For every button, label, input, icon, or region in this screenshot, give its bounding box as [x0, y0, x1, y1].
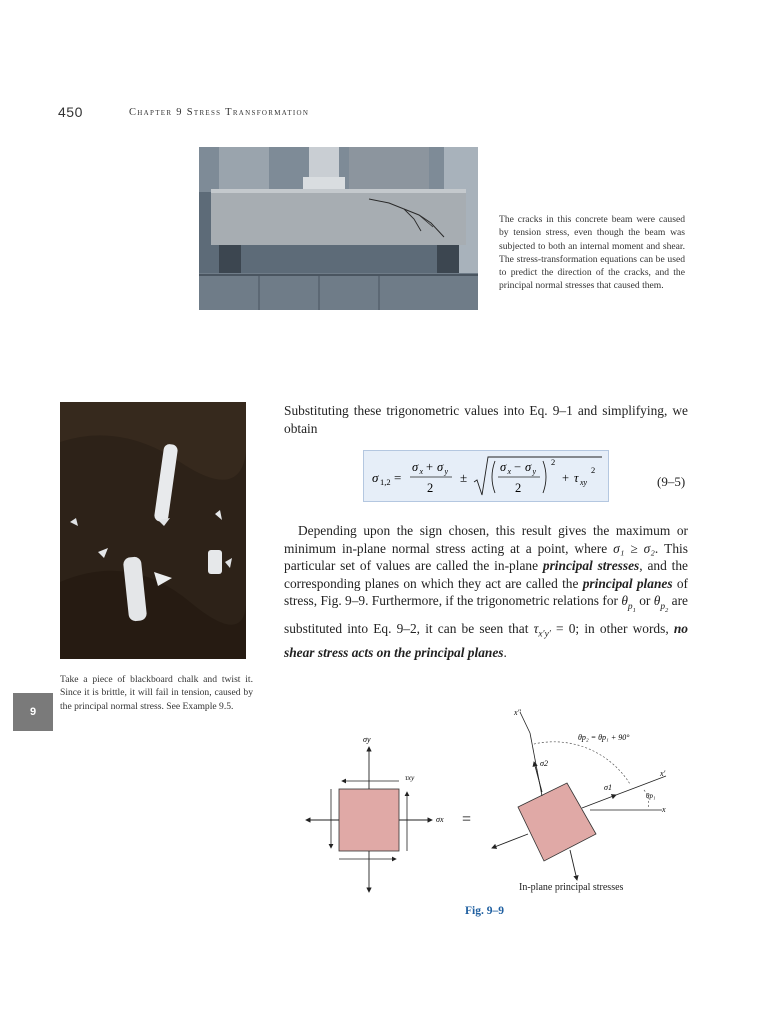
figure-label: Fig. 9–9 [465, 905, 504, 917]
page-number: 450 [58, 104, 83, 120]
text-run: , and the corresponding planes on which they act are called the [284, 558, 689, 591]
label-x-prime: x′ [660, 769, 666, 778]
tau-xy-prime-symbol: $\tau_{x'y'}$ [533, 620, 551, 640]
term-principal-planes: principal planes [582, 575, 673, 591]
term-no-shear: no shear stress acts on the principal planes [284, 620, 688, 660]
svg-text:σ: σ [437, 460, 444, 474]
equation-number: (9–5) [657, 474, 686, 489]
svg-text:y: y [532, 467, 537, 476]
svg-text:τ: τ [574, 471, 579, 485]
theta-p2-symbol: $\theta_{p_2}$ [653, 593, 669, 614]
svg-text:2: 2 [591, 465, 596, 475]
main-paragraph: Depending upon the sign chosen, this result gives the maximum or minimum in-plane normal stress acting at a point, where σ₁ ≥ σ₂. This particular set of values are called the in-plane principal stresses, and the corresponding planes on which they act are called the principal planes of stress, Fig. 9–9. Furthermore, if the trigonometric relations for $\theta_{p_1}$ or $\theta_{p_2}$ are substituted into Eq. 9–2, it can be seen that $\tau_{x'y'} = 0$; in other words, no shear stress acts on the principal planes. [284, 523, 689, 660]
svg-text:=: = [394, 470, 402, 485]
chapter-tab: 9 [13, 693, 53, 731]
svg-text:x: x [419, 467, 424, 476]
text-run: Depending upon the sign chosen, this result gives the maximum or minimum in-plane normal stress acting at a point, where [284, 523, 688, 556]
stress-element-general [306, 735, 444, 892]
svg-text:σ: σ [500, 460, 507, 474]
beam-photo-caption: The cracks in this concrete beam were caused by tension stress, even though the beam was subjected to both an internal moment and shear. The stress-transformation equations can be used to predict the direction of the cracks, and the principal normal stresses that caused them. [499, 214, 685, 292]
label-x-double-prime: x″ [514, 708, 521, 717]
figure-caption: In-plane principal stresses [519, 882, 624, 893]
svg-text:σ: σ [372, 470, 379, 485]
svg-text:±: ± [460, 470, 468, 485]
text-run: ; in other words, [575, 620, 674, 636]
chalk-photo-caption: Take a piece of blackboard chalk and twist it. Since it is brittle, it will fail in tension, caused by the principal normal stress. See Example 9.5. [60, 674, 253, 712]
figure-9-9 [290, 700, 710, 900]
equation-9-5 [364, 451, 608, 501]
svg-text:1,2: 1,2 [380, 477, 391, 487]
svg-text:+: + [426, 460, 434, 474]
term-principal-stresses: principal stresses [542, 558, 640, 574]
svg-text:x: x [507, 467, 512, 476]
svg-text:2: 2 [515, 481, 522, 495]
principal-stress-condition: σ₁ ≥ σ₂ [613, 540, 655, 556]
label-tau-xy: τxy [405, 773, 415, 782]
svg-text:−: − [514, 460, 522, 474]
text-run: . [503, 644, 507, 660]
text-run: . This particular set of values are called the in-plane [284, 540, 688, 574]
label-theta-p1: θp₁ [646, 792, 656, 800]
label-sigma-x: σx [436, 815, 444, 824]
chalk-photo [60, 402, 246, 659]
label-theta-p2: θp₂ = θp₁ + 90° [578, 733, 630, 742]
svg-text:2: 2 [427, 481, 434, 495]
text-run: of stress, Fig. 9–9. Furthermore, if the trigonometric relations for [284, 575, 688, 609]
equals-sign: = [462, 811, 472, 828]
svg-text:2: 2 [551, 457, 556, 467]
text-run: are substituted into Eq. 9–2, it can be seen that [284, 593, 688, 636]
theta-p1-symbol: $\theta_{p_1}$ [621, 593, 636, 614]
svg-text:σ: σ [412, 460, 419, 474]
label-sigma-1: σ1 [604, 783, 612, 792]
svg-text:xy: xy [580, 478, 588, 487]
beam-photo [199, 147, 478, 310]
svg-text:y: y [444, 467, 449, 476]
label-sigma-2: σ2 [540, 759, 548, 768]
label-x: x [662, 805, 666, 814]
equation-box [363, 450, 609, 502]
running-head: Chapter 9 Stress Transformation [129, 107, 310, 118]
intro-paragraph: Substituting these trigonometric values into Eq. 9–1 and simplifying, we obtain [284, 403, 688, 436]
svg-text:σ: σ [525, 460, 532, 474]
svg-text:+: + [562, 471, 570, 485]
stress-element-principal [492, 708, 666, 880]
label-sigma-y: σy [363, 735, 371, 744]
